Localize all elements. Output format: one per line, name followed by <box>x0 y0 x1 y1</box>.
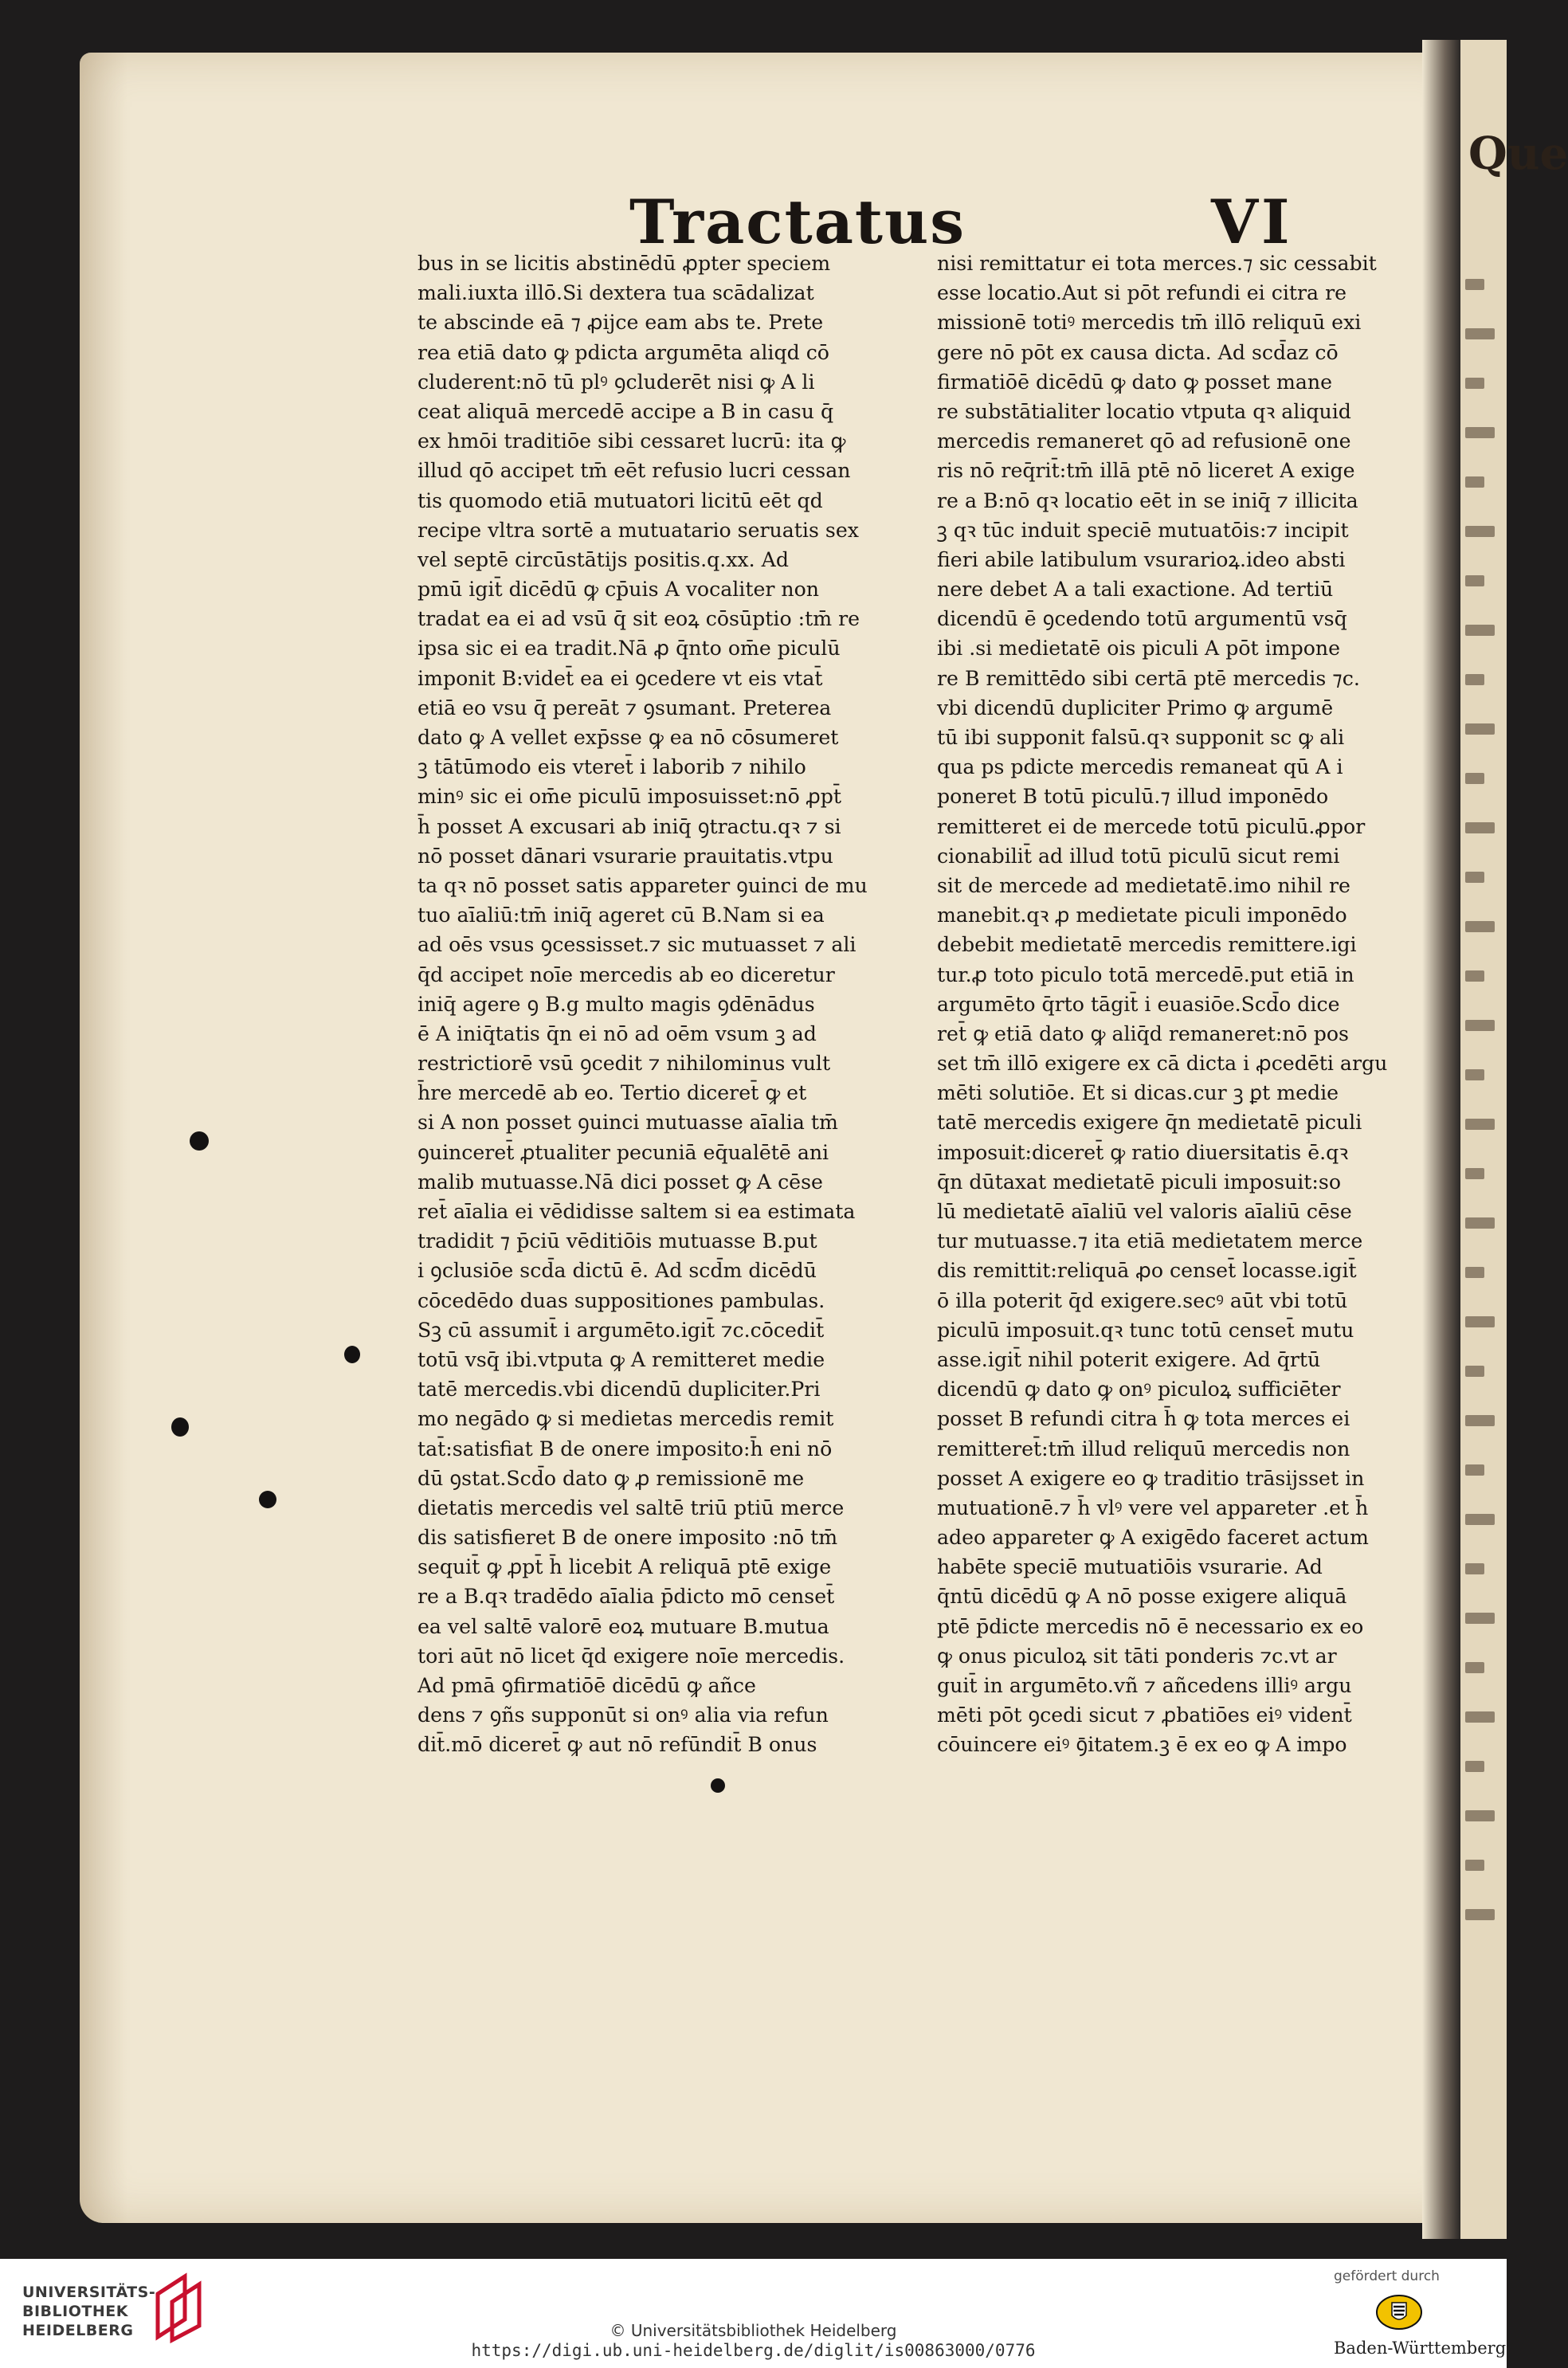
text-line: ipsa sic ei ea tradit.Nā ꝓ q̄nto om̄e piculū <box>417 637 841 661</box>
text-line: argumēto q̄rto tāgit̄ i euasiōe.Scd̄o dice <box>937 992 1340 1016</box>
text-line: nisi remittatur ei tota merces.⁊ sic cessabit <box>937 252 1377 275</box>
text-line: tradat ea ei ad vsū q̄ sit eoꝝ cōsūptio :tm̄ re <box>417 607 860 631</box>
text-line: vbi dicendū dupliciter Primo ꝙ argumē <box>937 696 1334 719</box>
footer-bar <box>0 2259 1507 2368</box>
text-line: q̄ntū dicēdū ꝙ A nō posse exigere aliquā <box>937 1585 1347 1609</box>
text-line: mutuationē.⁊ h̄ vlꝰ vere vel appareter .et h̄ <box>937 1496 1369 1519</box>
facing-page-edge <box>1460 40 1568 2239</box>
text-line: sit de mercede ad medietatē.imo nihil re <box>937 873 1350 897</box>
wormhole <box>171 1417 189 1437</box>
text-line: dis remittit:reliquā ꝓo censet̄ locasse.igit̄ <box>937 1259 1357 1283</box>
text-line: dis satisfieret B de onere imposito :nō tm̄ <box>417 1526 838 1550</box>
text-line: mali.iuxta illō.Si dextera tua scādalizat <box>417 281 814 305</box>
facing-page-text-fragment <box>1465 378 1484 389</box>
facing-page-text-fragment <box>1465 279 1484 290</box>
institution-line: BIBLIOTHEK <box>22 2303 128 2320</box>
text-line: si A non posset ꝯuinci mutuasse aīalia tm̄ <box>417 1111 838 1135</box>
facing-page-text-fragment <box>1465 1563 1484 1574</box>
text-line: mo negādo ꝙ si medietas mercedis remit <box>417 1407 834 1431</box>
text-line: q̄d accipet noīe mercedis ab eo diceretur <box>417 962 835 986</box>
text-line: rea etiā dato ꝙ pdicta argumēta aliqd cō <box>417 340 829 364</box>
text-line: ibi .si medietatē ois piculi A pōt impone <box>937 637 1341 661</box>
facing-page-text-fragment <box>1465 575 1484 586</box>
facing-page-text-fragment <box>1465 723 1495 735</box>
text-line: missionē totiꝰ mercedis tm̄ illō reliquū exi <box>937 311 1362 335</box>
text-line: Ad pmā ꝯfirmatiōē dicēdū ꝙ añce <box>417 1674 756 1697</box>
text-line: i ꝯclusiōe scd̄a dictū ē. Ad scd̄m dicēdū <box>417 1259 817 1283</box>
text-line: adeo appareter ꝙ A exigēdo faceret actum <box>937 1526 1369 1550</box>
text-line: recipe vltra sortē a mutuatario seruatis sex <box>417 518 859 542</box>
text-line: asse.igit̄ nihil poterit exigere. Ad q̄rtū <box>937 1347 1321 1371</box>
text-line: lū medietatē aīaliū vel valoris aīaliū cēse <box>937 1200 1352 1223</box>
text-line: h̄re mercedē ab eo. Tertio diceret̄ ꝙ et <box>417 1081 807 1105</box>
text-line: ret̄ ꝙ etiā dato ꝙ aliq̄d remaneret:nō pos <box>937 1021 1349 1045</box>
text-line: restrictiorē vsū ꝯcedit ⁊ nihilominus vult <box>417 1052 831 1076</box>
facing-page-text-fragment <box>1465 1069 1484 1080</box>
facing-page-text-fragment <box>1465 872 1484 883</box>
facing-page-text-fragment <box>1465 328 1495 339</box>
facing-page-text-fragment <box>1465 1810 1495 1821</box>
text-line: te abscinde eā ⁊ ꝓijce eam abs te. Prete <box>417 311 824 335</box>
text-line: q̄n dūtaxat medietatē piculi imposuit:so <box>937 1170 1341 1194</box>
text-line: iniq̄ agere ꝯ B.g multo magis ꝯdēnādus <box>417 992 815 1016</box>
text-line: dietatis mercedis vel saltē triū ptiū merce <box>417 1496 845 1519</box>
folio-number: VI <box>1211 186 1293 257</box>
text-line: set tm̄ illō exigere ex cā dicta i ꝓcedēti argu <box>937 1052 1388 1076</box>
text-line: tatē mercedis.vbi dicendū dupliciter.Pri <box>417 1378 821 1402</box>
text-line: posset B refundi citra h̄ ꝙ tota merces ei <box>937 1407 1350 1431</box>
funder-name: Baden-Württemberg <box>1334 2339 1507 2358</box>
text-line: ex hmōi traditiōe sibi cessaret lucrū: ita ꝙ <box>417 429 846 453</box>
text-line: manebit.qꝛ ꝓ medietate piculi imponēdo <box>937 904 1347 927</box>
page-title: Tractatus <box>629 186 966 257</box>
text-line: tat̄:satisfiat B de onere imposito:h̄ eni nō <box>417 1437 833 1460</box>
text-line: dū ꝯstat.Scd̄o dato ꝙ ꝓ remissionē me <box>417 1466 805 1490</box>
text-line: ꝯuinceret̄ ꝓtualiter pecuniā eq̄ualētē ani <box>417 1140 829 1164</box>
facing-page-text-fragment <box>1465 526 1495 537</box>
text-line: imponit B:videt̄ ea ei ꝯcedere vt eis vtat̄ <box>417 666 823 690</box>
facing-page-text-fragment <box>1465 1366 1484 1377</box>
text-line: imposuit:diceret̄ ꝙ ratio diuersitatis ē.qꝛ <box>937 1140 1349 1164</box>
text-line: ꝫ tātūmodo eis vteret̄ i laborib ⁊ nihilo <box>417 755 806 779</box>
facing-page-text-fragment <box>1465 1464 1484 1476</box>
text-line: minꝰ sic ei om̄e piculū imposuisset:nō ꝓpt̄ <box>417 785 842 809</box>
facing-page-text-fragment <box>1465 1119 1495 1130</box>
text-line: dicendū ē ꝯcedendo totū argumentū vsq̄ <box>937 607 1347 631</box>
text-line: cōuincere eiꝰ ꝯ̄itatem.ꝫ ē ex eo ꝙ A impo <box>937 1733 1347 1757</box>
text-line: sequit̄ ꝙ ꝓpt̄ h̄ licebit A reliquā ptē exige <box>417 1555 832 1579</box>
text-line: re a B:nō qꝛ locatio eēt in se iniq̄ ⁊ illicita <box>937 488 1358 512</box>
facing-page-text-fragment <box>1465 1514 1495 1525</box>
text-line: ris nō req̄rit̄:tm̄ illā ptē nō liceret A exige <box>937 459 1355 483</box>
facing-page-text-fragment <box>1465 921 1495 932</box>
text-line: tis quomodo etiā mutuatori licitū eēt qd <box>417 488 823 512</box>
text-line: guit̄ in argumēto.vñ ⁊ añcedens illiꝰ argu <box>937 1674 1352 1697</box>
text-line: gere nō pōt ex causa dicta. Ad scd̄az cō <box>937 340 1339 364</box>
text-line: totū vsq̄ ibi.vtputa ꝙ A remitteret medie <box>417 1347 825 1371</box>
text-line: esse locatio.Aut si pōt refundi ei citra re <box>937 281 1347 305</box>
text-line: remitteret̄:tm̄ illud reliquū mercedis non <box>937 1437 1350 1460</box>
text-line: Sꝫ cū assumit̄ i argumēto.igit̄ ⁊c.cōcedit̄ <box>417 1318 825 1342</box>
funded-by-label: gefördert durch <box>1334 2268 1440 2284</box>
text-line: fieri abile latibulum vsurarioꝝ.ideo absti <box>937 547 1346 571</box>
text-line: habēte speciē mutuatiōis vsurarie. Ad <box>937 1555 1323 1579</box>
institution-line: HEIDELBERG <box>22 2322 134 2339</box>
text-line: poneret B totū piculū.⁊ illud imponēdo <box>937 785 1329 809</box>
facing-page-text-fragment <box>1465 625 1495 636</box>
facing-page-text-fragment <box>1465 1217 1495 1229</box>
text-line: piculū imposuit.qꝛ tunc totū censet̄ mutu <box>937 1318 1354 1342</box>
institution-line: UNIVERSITÄTS- <box>22 2284 156 2301</box>
facing-page-text-fragment <box>1465 1020 1495 1031</box>
facing-page-text-fragment <box>1465 1267 1484 1278</box>
text-line: qua ps pdicte mercedis remaneat qū A i <box>937 755 1343 779</box>
facing-page-text-fragment <box>1465 476 1484 488</box>
text-line: ad oēs vsus ꝯcessisset.⁊ sic mutuasset ⁊ ali <box>417 933 857 957</box>
text-line: ō illa poterit q̄d exigere.secꝰ aūt vbi totū <box>937 1288 1348 1312</box>
facing-page-text-fragment <box>1465 1909 1495 1920</box>
text-line: ꝙ onus piculoꝝ sit tāti ponderis ⁊c.vt ar <box>937 1644 1337 1668</box>
text-column-right <box>937 249 1423 1760</box>
text-line: tū ibi supponit falsū.qꝛ supponit sc ꝙ ali <box>937 726 1345 749</box>
facing-page-text-fragment <box>1465 427 1495 438</box>
text-line: posset A exigere eo ꝙ traditio trāsijsset in <box>937 1466 1365 1490</box>
text-line: dato ꝙ A vellet exp̄sse ꝙ ea nō cōsumeret <box>417 726 839 749</box>
text-line: h̄ posset A excusari ab iniq̄ ꝯtractu.qꝛ ⁊ si <box>417 814 841 838</box>
text-line: malib mutuasse.Nā dici posset ꝙ A cēse <box>417 1170 823 1194</box>
text-line: nere debet A a tali exactione. Ad tertiū <box>937 578 1334 602</box>
text-line: re a B.qꝛ tradēdo aīalia p̄dicto mō censet̄ <box>417 1585 835 1609</box>
text-line: bus in se licitis abstinēdū ꝓpter speciem <box>417 252 831 275</box>
text-line: ceat aliquā mercedē accipe a B in casu q̄ <box>417 399 834 423</box>
text-line: ret̄ aīalia ei vēdidisse saltem si ea estimata <box>417 1200 856 1223</box>
text-line: firmatiōē dicēdū ꝙ dato ꝙ posset mane <box>937 370 1333 394</box>
facing-page-text-fragment <box>1465 1761 1484 1772</box>
facing-page-text-fragment <box>1465 1316 1495 1327</box>
text-line: cionabilit̄ ad illud totū piculū sicut remi <box>937 844 1340 868</box>
facing-page-text-fragment <box>1465 1613 1495 1624</box>
text-line: tur.ꝓ toto piculo totā mercedē.put etiā in <box>937 962 1354 986</box>
text-line: vel septē circūstātijs positis.q.xx. Ad <box>417 547 789 571</box>
text-line: etiā eo vsu q̄ pereāt ⁊ ꝯsumant. Preterea <box>417 696 832 719</box>
text-line: tori aūt nō licet q̄d exigere noīe mercedis. <box>417 1644 845 1668</box>
text-line: cōcedēdo duas suppositiones pambulas. <box>417 1288 825 1312</box>
facing-page-text-fragment <box>1465 773 1484 784</box>
text-line: tatē mercedis exigere q̄n medietatē piculi <box>937 1111 1362 1135</box>
text-line: ē A iniq̄tatis q̄n ei nō ad oēm vsum ꝫ ad <box>417 1021 817 1045</box>
facing-page-text-fragment <box>1465 1662 1484 1673</box>
text-line: nō posset dānari vsurarie prauitatis.vtpu <box>417 844 833 868</box>
copyright-notice: © Universitätsbibliothek Heidelberg <box>610 2321 897 2340</box>
wormhole <box>190 1131 209 1151</box>
facing-page-text-fragment <box>1465 1415 1495 1426</box>
text-line: ptē p̄dicte mercedis nō ē necessario ex eo <box>937 1614 1364 1638</box>
text-line: ta qꝛ nō posset satis appareter ꝯuinci de mu <box>417 873 868 897</box>
book-gutter <box>1422 40 1460 2239</box>
text-line: pmū igit̄ dicēdū ꝙ cp̄uis A vocaliter non <box>417 578 820 602</box>
text-line: mercedis remaneret qō ad refusionē one <box>937 429 1351 453</box>
text-line: dicendū ꝙ dato ꝙ onꝰ piculoꝝ sufficiēter <box>937 1378 1341 1402</box>
facing-page-text-fragment <box>1465 1711 1495 1723</box>
text-line: remitteret ei de mercede totū piculū.ꝓpor <box>937 814 1366 838</box>
text-line: dens ⁊ ꝯñs supponūt si onꝰ alia via refun <box>417 1703 829 1727</box>
text-line: tur mutuasse.⁊ ita etiā medietatem merce <box>937 1229 1363 1253</box>
text-line: dit̄.mō diceret̄ ꝙ aut nō refūndit̄ B onus <box>417 1733 817 1757</box>
permalink-url[interactable]: https://digi.ub.uni-heidelberg.de/diglit/is00863000/0776 <box>471 2341 1036 2360</box>
facing-page-text-fragment <box>1465 1860 1484 1871</box>
text-column-left <box>417 249 904 1760</box>
text-line: cluderent:nō tū plꝰ ꝯcluderēt nisi ꝙ A li <box>417 370 815 394</box>
text-line: tuo aīaliū:tm̄ iniq̄ ageret cū B.Nam si ea <box>417 904 825 927</box>
wormhole <box>711 1778 725 1793</box>
text-line: re B remittēdo sibi certā ptē mercedis ⁊c. <box>937 666 1360 690</box>
text-line: ea vel saltē valorē eoꝝ mutuare B.mutua <box>417 1614 829 1638</box>
facing-page-text-fragment <box>1465 822 1495 833</box>
baden-wuerttemberg-seal-icon <box>1375 2294 1423 2331</box>
wormhole <box>259 1491 276 1508</box>
wormhole <box>344 1346 360 1363</box>
facing-page-text-fragment <box>1465 674 1484 685</box>
text-line: mēti pōt ꝯcedi sicut ⁊ ꝓbatiōes eiꝰ vident̄ <box>937 1703 1352 1727</box>
facing-page-heading: Que <box>1468 127 1568 180</box>
facing-page-text-fragment <box>1465 970 1484 982</box>
text-line: illud qō accipet tm̄ eēt refusio lucri cessan <box>417 459 851 483</box>
text-line: tradidit ⁊ p̄ciū vēditiōis mutuasse B.put <box>417 1229 817 1253</box>
text-line: mēti solutiōe. Et si dicas.cur ꝫ ꝑt medie <box>937 1081 1339 1105</box>
text-line: re substātialiter locatio vtputa qꝛ aliquid <box>937 399 1351 423</box>
text-line: ꝫ qꝛ tūc induit speciē mutuatōis:⁊ incipit <box>937 518 1349 542</box>
facing-page-text-fragment <box>1465 1168 1484 1179</box>
text-line: debebit medietatē mercedis remittere.igi <box>937 933 1357 957</box>
